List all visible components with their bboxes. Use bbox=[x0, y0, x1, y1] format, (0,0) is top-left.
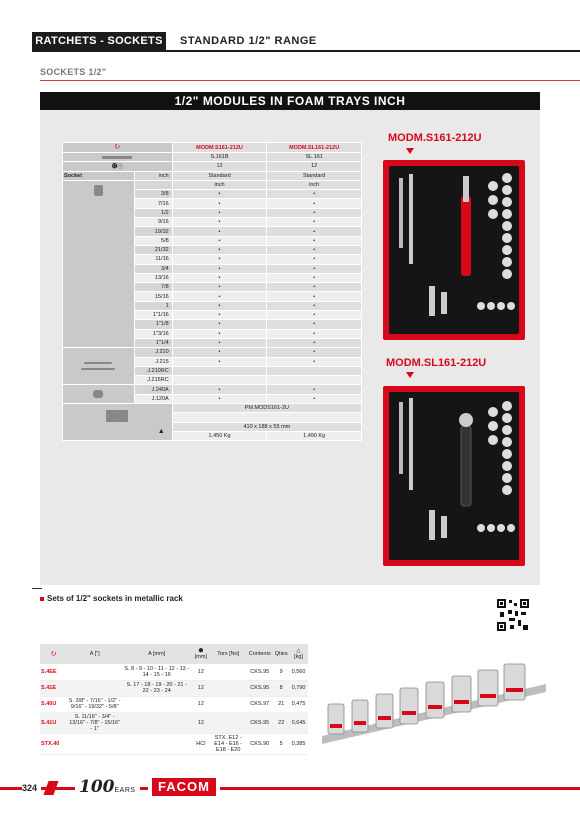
years-logo: 100EARS bbox=[75, 776, 140, 798]
modules-banner: 1/2" MODULES IN FOAM TRAYS INCH bbox=[40, 92, 540, 110]
socket-row: 5/8 • • bbox=[63, 236, 362, 245]
socket-row: 9/16 • • bbox=[63, 218, 362, 227]
arrow-down-icon bbox=[406, 148, 414, 154]
joint-picture-cell bbox=[63, 385, 135, 404]
extension-row: J.210RC bbox=[63, 366, 362, 375]
facom-logo: FACOM bbox=[148, 776, 220, 798]
socket-row: 7/8 • • bbox=[63, 283, 362, 292]
set-row: STX.40 HCl STX. E12 - E14 - E16 - E18 - E20 CKS.90 5 0,385 bbox=[40, 733, 308, 754]
socket-row: 1"1/4 • • bbox=[63, 338, 362, 347]
socket-icon bbox=[94, 185, 103, 196]
set-row: S.4EE S. 8 - 9 - 10 - 11 - 12 - 13 - 14 - 15 - 16 12 CKS.95 9 0,560 bbox=[40, 664, 308, 680]
sets-table: ⭮ A ["] A [mm] ⬢ [mm] Torx [No] Contents Qties △ [kg] S.4EE S. 8 - 9 - 10 - 11 - 12 - 13 - 14 - 15 - 16 12 CKS.95 9 0,560 S.41E S. 17 - 18 - 19 - 20 - 21 - 22 - 23 - 24 12 CKS.95 8 0,790 S.40U S. 3/8" - 7/16" - 1/2" - 9/16" - 19/32" - 5/8" 12 CKS.97 21 0,475 S.41U S. 11/16" - 3/4" - 13/16" - 7/8" - 15/16" - 1" 12 CKS.95 22 0,645 STX.40 HCl STX. E12 - E14 - E16 - E18 - E20 CKS.90 5 0,385 bbox=[40, 644, 308, 755]
page-header bbox=[0, 0, 580, 58]
socket-row: 13/16 • • bbox=[63, 273, 362, 282]
std-a: Standard bbox=[172, 171, 267, 180]
ratchet-b: SL.161 bbox=[267, 153, 362, 162]
weight-a: 1,450 Kg bbox=[172, 431, 267, 440]
socket-row: 1/2 • • bbox=[63, 208, 362, 217]
socket-row: 7/16 • • bbox=[63, 199, 362, 208]
ratchet-icon bbox=[102, 156, 132, 159]
ratchet-picture-cell bbox=[63, 153, 173, 162]
badge-a: 12 bbox=[172, 162, 267, 171]
extension-row: J.215RC bbox=[63, 376, 362, 385]
socket-row: 21/32 • • bbox=[63, 245, 362, 254]
weight-b: 1,490 Kg bbox=[267, 431, 362, 440]
set-row: S.41U S. 11/16" - 3/4" - 13/16" - 7/8" - 15/16" - 1" 12 CKS.95 22 0,645 bbox=[40, 712, 308, 733]
socket-row: 3/4 • • bbox=[63, 264, 362, 273]
product-label-sl161: MODM.SL161-212U bbox=[386, 357, 487, 369]
inch-label: inch bbox=[134, 171, 172, 180]
col-b-header: MODM.SL161-212U bbox=[267, 143, 362, 153]
socket-row: 1 • • bbox=[63, 301, 362, 310]
socket-row: 19/32 • • bbox=[63, 227, 362, 236]
product-label-s161: MODM.S161-212U bbox=[388, 132, 482, 144]
socket-row: 1"1/8 • • bbox=[63, 320, 362, 329]
foam-tray-sl161 bbox=[383, 386, 525, 566]
extension-picture-cell bbox=[63, 348, 135, 385]
socket-row: 15/16 • • bbox=[63, 292, 362, 301]
foam-tray-s161 bbox=[383, 160, 525, 340]
unit-b: inch bbox=[267, 180, 362, 189]
teeth-badge-icon: ⓬ⓢ bbox=[111, 164, 123, 171]
chapter-tab: RATCHETS - SOCKETS bbox=[32, 32, 166, 50]
socket-label: Socket bbox=[63, 171, 135, 180]
tray-tools-picture bbox=[389, 392, 519, 560]
arrow-down-icon bbox=[406, 372, 414, 378]
extension-bar-icon bbox=[81, 368, 115, 370]
hex-teeth-icon: ⬢ bbox=[198, 648, 204, 654]
ratchet-a: S.161B bbox=[172, 153, 267, 162]
brand-icon-cell bbox=[40, 644, 67, 664]
socket-picture-cell bbox=[63, 180, 135, 347]
sets-heading: Sets of 1/2" sockets in metallic rack bbox=[40, 594, 183, 603]
set-row: S.41E S. 17 - 18 - 19 - 20 - 21 - 22 - 23 - 24 12 CKS.95 8 0,790 bbox=[40, 680, 308, 696]
facom-logo-icon: ⭮ bbox=[51, 650, 56, 657]
socket-rack-picture bbox=[318, 644, 550, 744]
badge-b: 12 bbox=[267, 162, 362, 171]
foam-tray-insert bbox=[389, 392, 519, 560]
joint-row: J.120A • • bbox=[63, 394, 362, 403]
weight-icon: ▲ bbox=[157, 427, 165, 435]
page-number: 324 bbox=[22, 780, 41, 796]
extension-row: J.215 • • bbox=[63, 357, 362, 366]
unit-a: inch bbox=[172, 180, 267, 189]
foam-tray-insert bbox=[389, 166, 519, 334]
corner-mark bbox=[32, 588, 42, 589]
facom-logo-icon: ⭮ bbox=[115, 144, 120, 150]
section-label: SOCKETS 1/2" bbox=[40, 67, 107, 77]
teeth-icon-cell bbox=[63, 162, 173, 171]
socket-row: 1"1/16 • • bbox=[63, 311, 362, 320]
header-rule bbox=[32, 50, 580, 52]
set-row: S.40U S. 3/8" - 7/16" - 1/2" - 9/16" - 19/32" - 5/8" 12 CKS.97 21 0,475 bbox=[40, 696, 308, 712]
qr-code-icon bbox=[496, 598, 530, 632]
universal-joint-icon bbox=[93, 390, 103, 398]
extension-bar-icon bbox=[84, 362, 112, 364]
modules-spec-table bbox=[62, 142, 362, 441]
col-a-header: MODM.S161-212U bbox=[172, 143, 267, 153]
socket-row: 1"3/16 • • bbox=[63, 329, 362, 338]
socket-row: 3/8 • • bbox=[63, 190, 362, 199]
box-dimensions: 410 x 188 x 55 mm bbox=[172, 422, 361, 431]
socket-row: 11/16 • • bbox=[63, 255, 362, 264]
metal-box-icon bbox=[106, 410, 128, 422]
range-title: STANDARD 1/2" RANGE bbox=[180, 35, 317, 47]
box-picture-cell bbox=[63, 404, 173, 441]
weight-icon: △ bbox=[296, 648, 301, 654]
section-rule bbox=[40, 80, 580, 81]
tray-tools-picture bbox=[389, 166, 519, 334]
extension-row: J.210 • • bbox=[63, 348, 362, 357]
joint-row: J.240A • • bbox=[63, 385, 362, 394]
std-b: Standard bbox=[267, 171, 362, 180]
brand-icon-cell bbox=[63, 143, 173, 153]
box-ref: PM.MODS161-2U bbox=[172, 404, 361, 413]
bullet-square-icon bbox=[40, 597, 44, 601]
